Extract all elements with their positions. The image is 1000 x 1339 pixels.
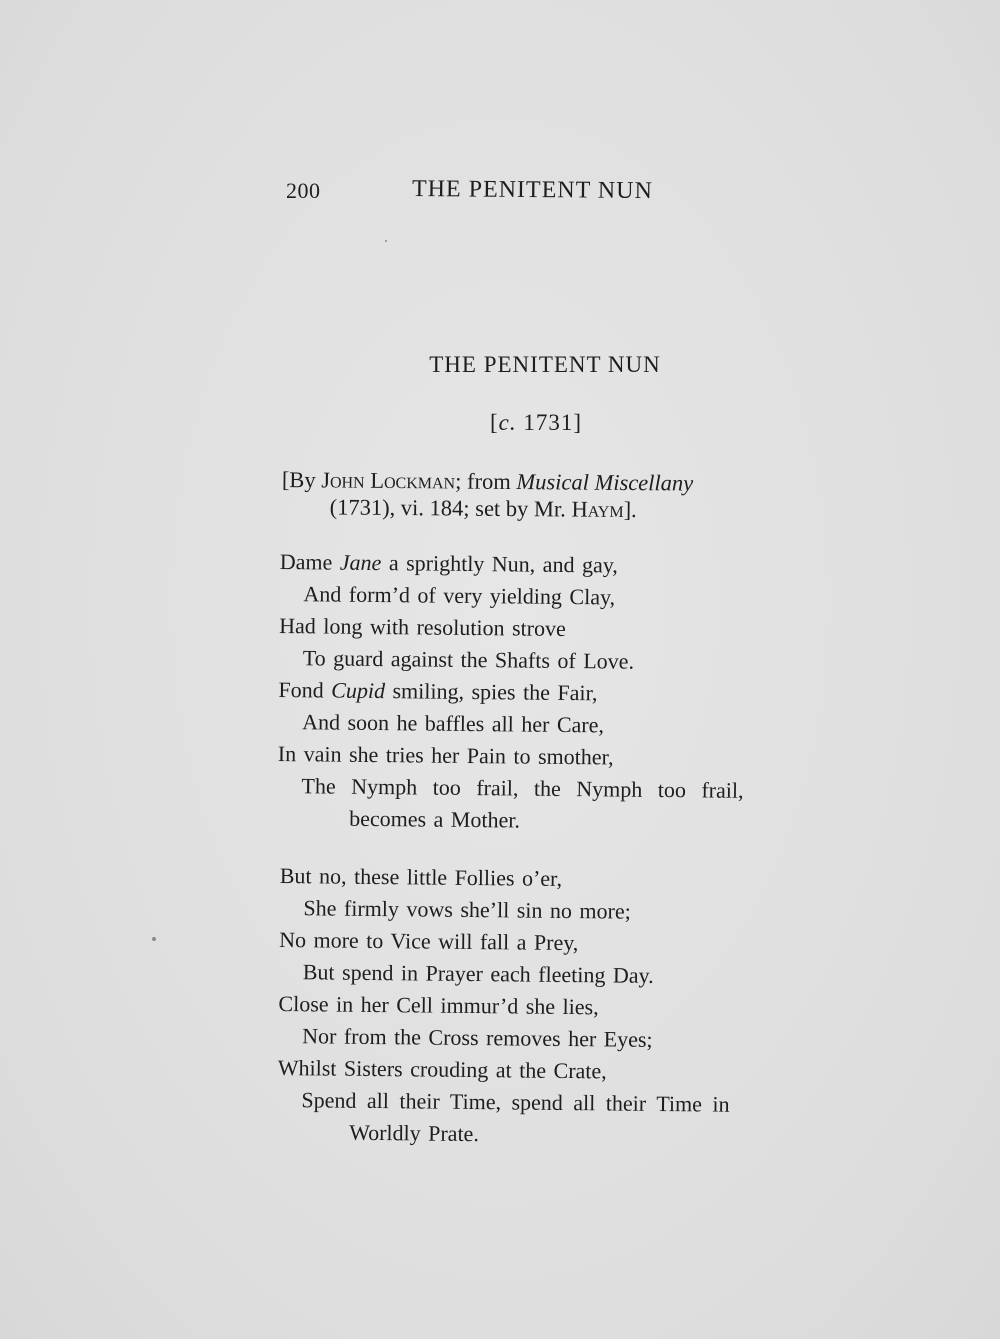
date-year: 1731] (516, 410, 583, 435)
verse-text: Whilst Sisters crouding at the Crate, (277, 1054, 607, 1084)
verse-text: becomes a Mother. (349, 805, 521, 833)
verse-text: But no, these little Follies o’er, (279, 862, 563, 891)
verse-text: a sprightly Nun, and gay, (381, 550, 618, 578)
verse-text: But spend in Prayer each fleeting Day. (302, 959, 654, 988)
verse-italic-name: Cupid (331, 677, 386, 704)
verse-text: And form’d of very yielding Clay, (303, 581, 616, 610)
attribution-segment: (1731), vi. 184; set by Mr. (329, 494, 572, 522)
date-open-bracket: [ (489, 410, 499, 435)
verse-line (277, 802, 837, 840)
verse-text: Fond (278, 676, 332, 703)
verse-text: She firmly vows she’ll sin no more; (303, 895, 631, 924)
verse-text: No more to Vice will fall a Prey, (279, 926, 579, 956)
attribution-segment: Haym (571, 496, 624, 522)
verse-text: Had long with resolution strove (279, 612, 566, 641)
attribution-segment: John Lockman (321, 467, 456, 494)
attribution-segment: Musical Miscellany (516, 469, 694, 496)
verse-text: Spend all their Time, spend all their Time in (301, 1087, 730, 1117)
page-number: 200 (286, 178, 321, 203)
verse-text: Nor from the Cross removes her Eyes; (302, 1023, 653, 1052)
verse-text: In vain she tries her Pain to smother, (277, 740, 614, 770)
verse-text: Worldly Prate. (349, 1119, 480, 1147)
poem-title: THE PENITENT NUN (429, 352, 661, 377)
attribution-note (282, 466, 822, 525)
poem-date (0, 410, 1000, 436)
stanza-1 (277, 546, 840, 840)
running-title: THE PENITENT NUN (411, 176, 653, 205)
verse-text: Dame (279, 548, 340, 575)
verse-line (277, 1116, 837, 1154)
paper-speck (152, 937, 156, 941)
running-head (286, 172, 706, 212)
verse-italic-name: Jane (339, 549, 382, 576)
attribution-segment: ; from (455, 468, 517, 495)
attribution-segment: ]. (623, 496, 637, 523)
verse-text: To guard against the Shafts of Love. (302, 645, 635, 674)
paper-speck (385, 240, 387, 242)
verse-text: Close in her Cell immur’d she lies, (278, 990, 599, 1020)
attribution-line-2 (282, 493, 822, 525)
date-circa: c. (498, 410, 517, 435)
attribution-segment: [By (281, 466, 322, 493)
verse-text: The Nymph too frail, the Nymph too frail, (301, 773, 744, 803)
verse-text: smiling, spies the Fair, (384, 678, 598, 706)
stanza-2 (277, 860, 840, 1154)
verse-text: And soon he baffles all her Care, (302, 709, 605, 738)
